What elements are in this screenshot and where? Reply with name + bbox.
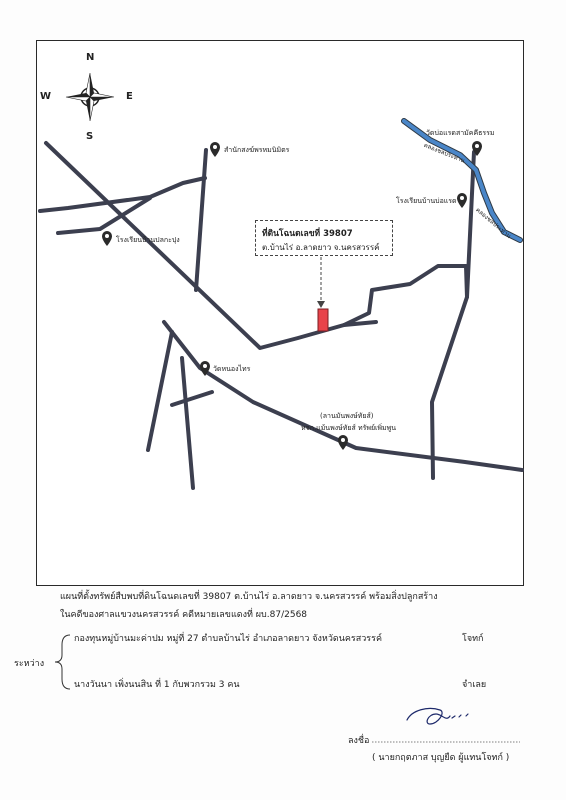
- signer-name: ( นายกฤตภาส บุญยืด ผู้แทนโจทก์ ): [372, 753, 510, 763]
- compass-west-label: W: [40, 91, 52, 102]
- compass-south-label: S: [86, 131, 94, 142]
- road-office: [196, 150, 206, 290]
- compass-rose-icon: [66, 73, 114, 121]
- location-pin-icon: [338, 435, 348, 450]
- compass-north-label: N: [86, 52, 95, 63]
- parcel-info-box: [255, 220, 393, 256]
- label-canal-1: คลองชลประทาน: [422, 141, 466, 165]
- parcel-title: ที่ดินโฉนดเลขที่ 39807: [262, 229, 353, 239]
- road-east: [344, 266, 467, 478]
- label-shop-line1: (ลานมันพงษ์ทัยส์): [320, 412, 374, 420]
- caption-line1: แผนที่ตั้งทรัพย์สืบพบที่ดินโฉนดเลขที่ 39807 ต.บ้านไร่ อ.ลาดยาว จ.นครสวรรค์ พร้อมสิ่งปลูกสร้าง: [60, 592, 438, 602]
- parcel-location: ต.บ้านไร่ อ.ลาดยาว จ.นครสวรรค์: [262, 243, 380, 252]
- road-cross: [172, 392, 212, 405]
- location-pin-icon: [210, 142, 220, 157]
- road-south: [182, 358, 193, 488]
- road-upper: [40, 178, 205, 211]
- road-west-south: [148, 332, 172, 450]
- roads: [40, 143, 522, 488]
- party-defendant: นางวันนา เพิ่งนนสิน ที่ 1 กับพวกรวม 3 คน: [74, 680, 240, 690]
- label-office: สำนักสงฆ์พรหมนิมิตร: [224, 146, 290, 154]
- compass-east-label: E: [126, 91, 133, 102]
- road-north-east: [467, 152, 474, 297]
- signature-label: ลงชื่อ: [348, 736, 370, 746]
- location-pin-icon: [102, 231, 112, 246]
- party-defendant-role: จำเลย: [462, 680, 487, 690]
- label-shop-line2: หจก.แม้นพงษ์ทัยส์ ทรัพย์เพิ่มพูน: [301, 424, 397, 432]
- parcel-leader-arrow: [317, 301, 325, 308]
- label-canal-2: คลองชลประทาน: [474, 206, 513, 240]
- location-pin-icon: [457, 193, 467, 208]
- label-temple-top: วัดบ่อแรดสามัคคีธรรม: [426, 129, 495, 137]
- party-bracket: [55, 635, 70, 689]
- party-plaintiff-role: โจทก์: [462, 634, 484, 644]
- label-temple-middle: วัดหนองไทร: [213, 365, 251, 373]
- between-label: ระหว่าง: [14, 659, 45, 669]
- party-plaintiff: กองทุนหมู่บ้านมะค่าปม หมู่ที่ 27 ตำบลบ้านไร่ อำเภอลาดยาว จังหวัดนครสวรรค์: [74, 634, 382, 644]
- label-school-right: โรงเรียนบ้านบ่อแรด: [396, 197, 457, 205]
- parcel-marker: [318, 309, 328, 331]
- caption-line2: ในคดีของศาลแขวงนครสวรรค์ คดีหมายเลขแดงที่ ผบ.87/2568: [60, 610, 308, 620]
- signature-mark-icon: [407, 708, 468, 724]
- label-school-left: โรงเรียนบ้านปลกะปุง: [116, 236, 180, 244]
